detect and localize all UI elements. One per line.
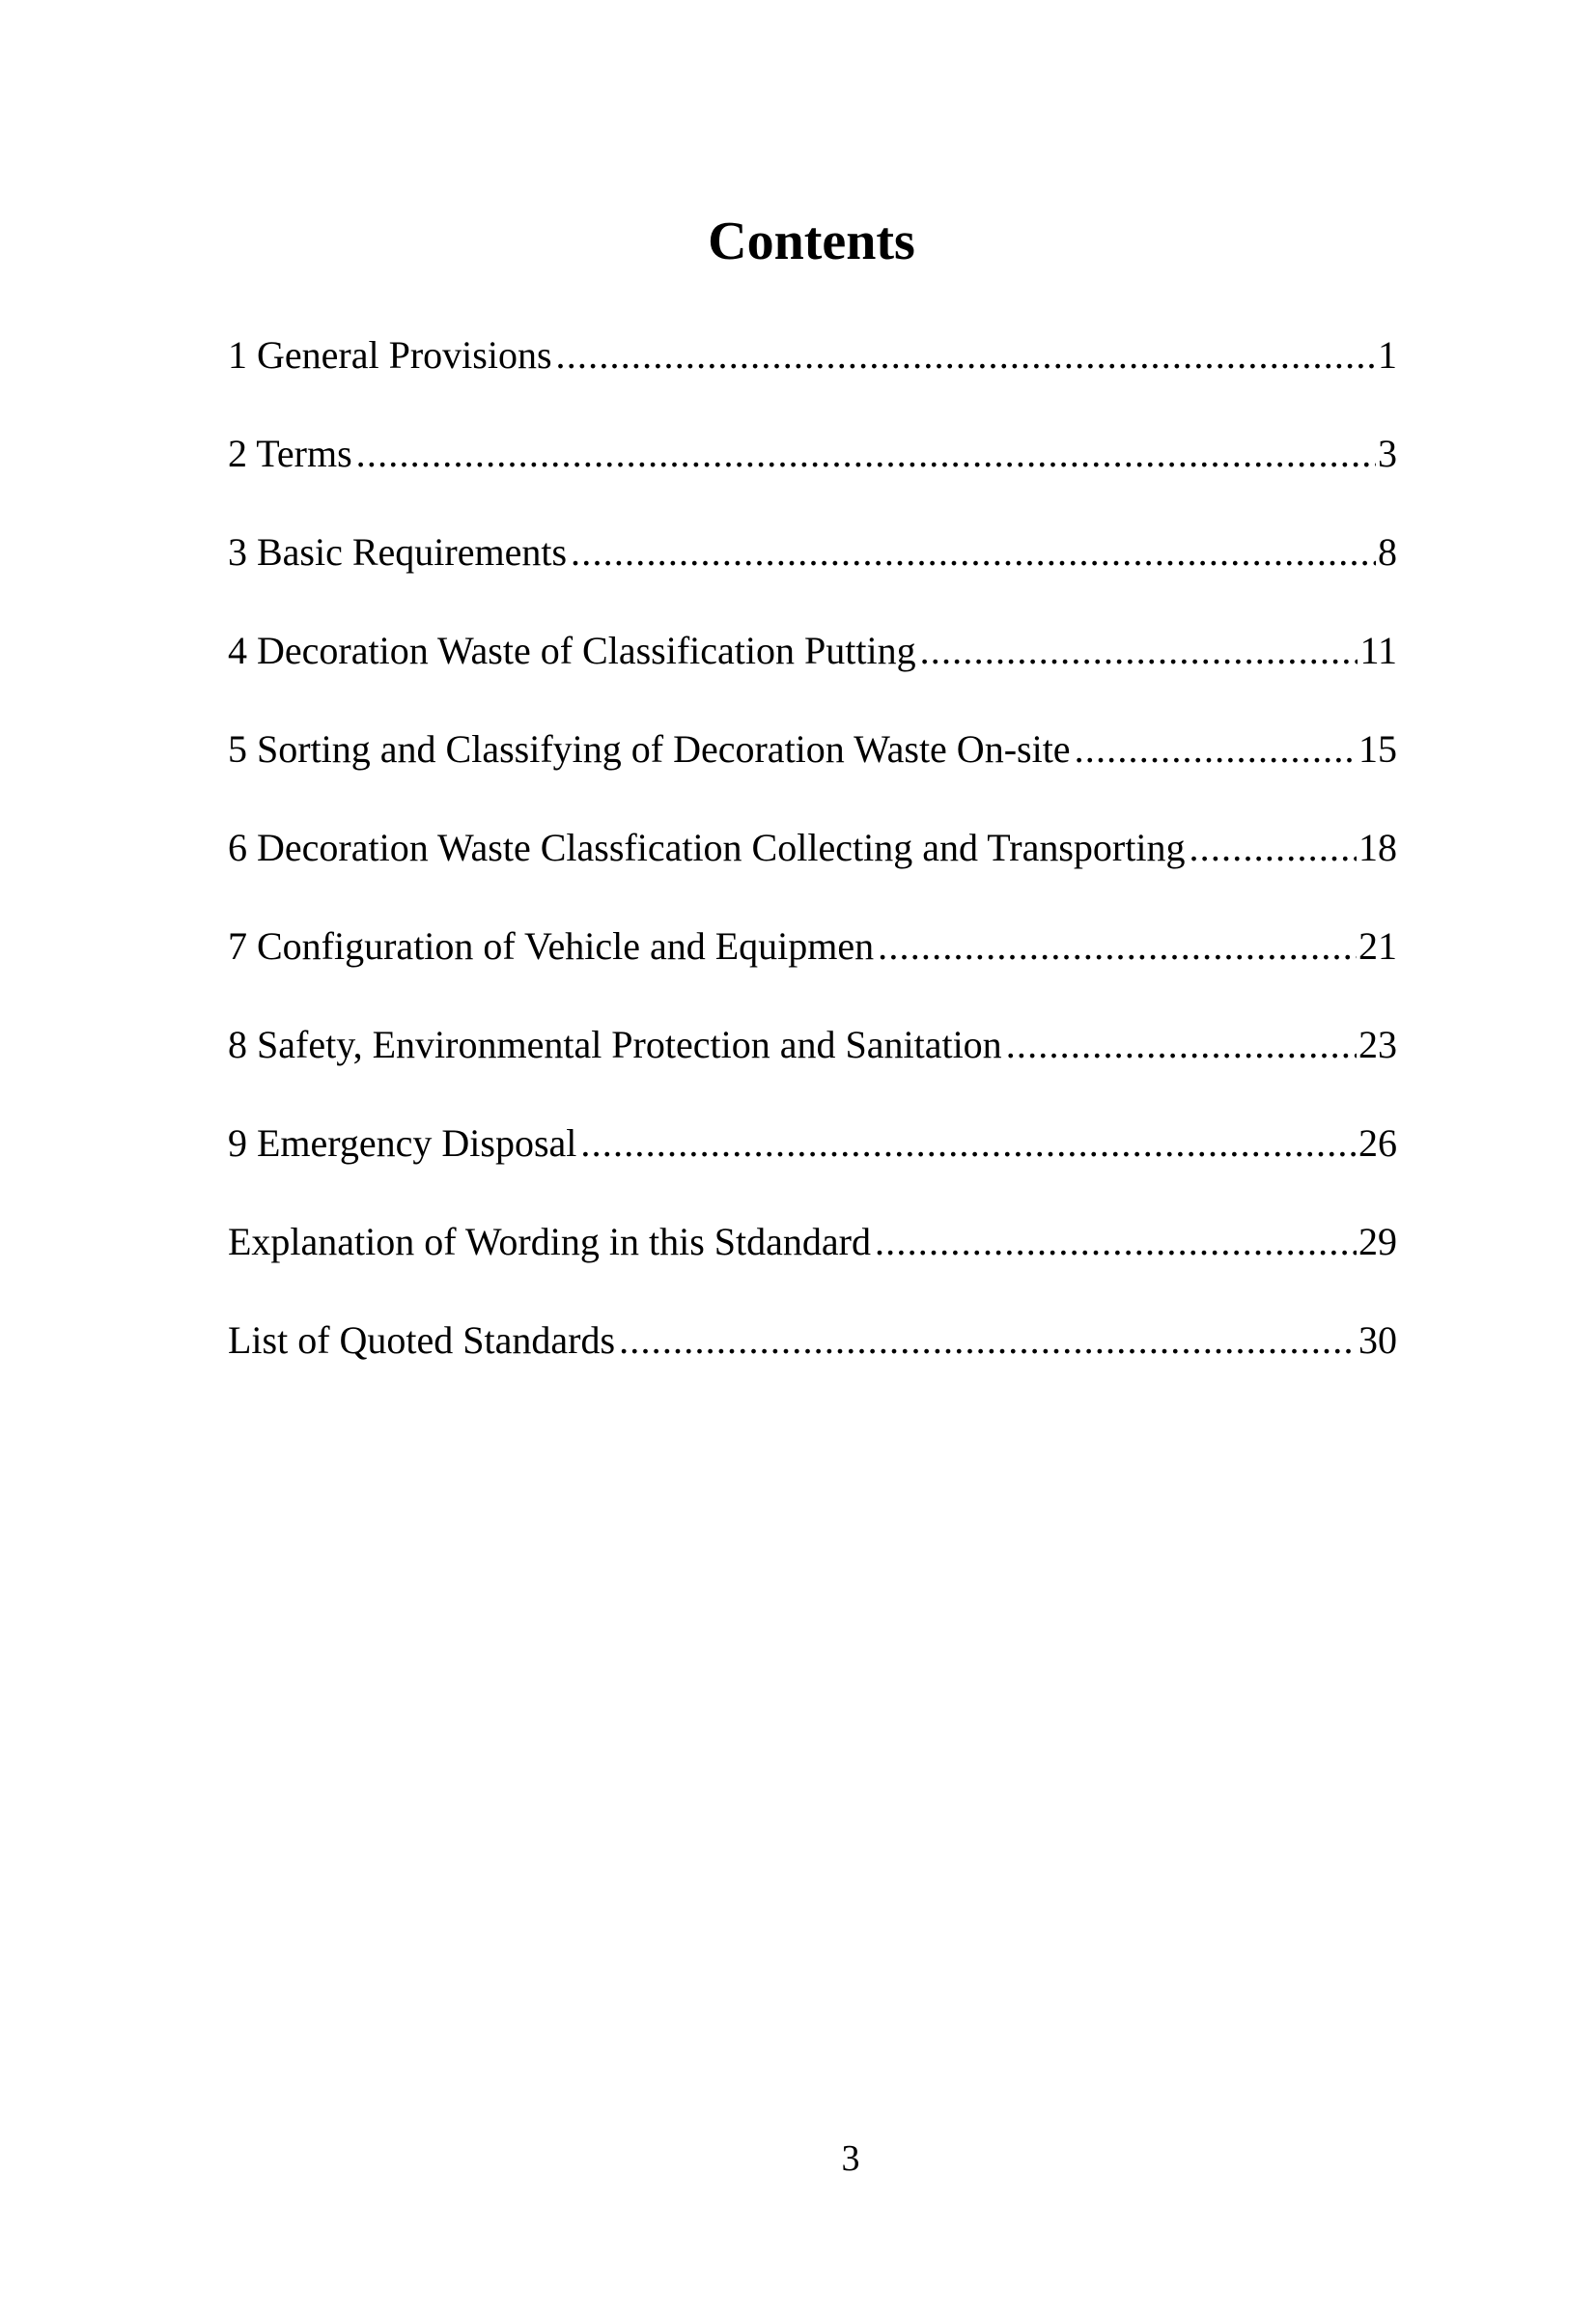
toc-entry[interactable]: [228, 1115, 1397, 1213]
toc-entry-label: 3 Basic Requirements: [228, 530, 568, 574]
toc-dot-leader: [1189, 819, 1357, 877]
toc-entry-page: 1: [1378, 333, 1397, 377]
toc-entry[interactable]: [228, 1312, 1397, 1410]
toc-entry-label: Explanation of Wording in this Stdandard: [228, 1220, 871, 1263]
toc-entry-page: 30: [1358, 1318, 1397, 1362]
toc-entry[interactable]: [228, 326, 1397, 425]
toc-entry[interactable]: [228, 523, 1397, 622]
toc-dot-leader: [556, 326, 1376, 384]
toc-entry-page: 26: [1358, 1121, 1397, 1165]
toc-entry[interactable]: [228, 720, 1397, 819]
toc-dot-leader: [1075, 720, 1357, 778]
toc-dot-leader: [875, 1213, 1357, 1271]
toc-entry[interactable]: [228, 918, 1397, 1016]
page-number: 3: [841, 2138, 860, 2179]
toc-entry-page: 3: [1378, 432, 1397, 475]
toc-dot-leader: [619, 1312, 1357, 1370]
toc-dot-leader: [920, 622, 1358, 680]
toc-entry-label: 8 Safety, Environmental Protection and Sanitation: [228, 1023, 1002, 1066]
toc-entry-page: 29: [1358, 1220, 1397, 1263]
toc-dot-leader: [356, 425, 1376, 483]
toc-dot-leader: [1006, 1016, 1357, 1074]
toc-dot-leader: [580, 1115, 1357, 1172]
toc-entry-page: 21: [1358, 924, 1397, 968]
toc-entry-label: 9 Emergency Disposal: [228, 1121, 577, 1165]
toc-entry[interactable]: [228, 819, 1397, 918]
toc-entry-label: List of Quoted Standards: [228, 1318, 616, 1362]
toc-entry-label: 5 Sorting and Classifying of Decoration Waste On-site: [228, 727, 1071, 771]
toc-entry[interactable]: [228, 1016, 1397, 1115]
toc-entry-page: 11: [1359, 629, 1397, 672]
toc-entry-page: 18: [1358, 826, 1397, 869]
toc-entry-label: 7 Configuration of Vehicle and Equipmen: [228, 924, 875, 968]
toc-entry-page: 15: [1358, 727, 1397, 771]
page-title: Contents: [708, 212, 915, 271]
toc-entry-page: 23: [1358, 1023, 1397, 1066]
toc-dot-leader: [878, 918, 1357, 975]
toc-entry-label: 2 Terms: [228, 432, 352, 475]
toc-entry-page: 8: [1378, 530, 1397, 574]
toc-entry[interactable]: [228, 425, 1397, 523]
toc-entry-label: 1 General Provisions: [228, 333, 552, 377]
toc-entry-label: 4 Decoration Waste of Classification Putting: [228, 629, 916, 672]
table-of-contents: [228, 326, 1397, 1410]
toc-dot-leader: [571, 523, 1376, 581]
toc-entry-label: 6 Decoration Waste Classfication Collecting and Transporting: [228, 826, 1186, 869]
toc-entry[interactable]: [228, 1213, 1397, 1312]
toc-entry[interactable]: [228, 622, 1397, 720]
